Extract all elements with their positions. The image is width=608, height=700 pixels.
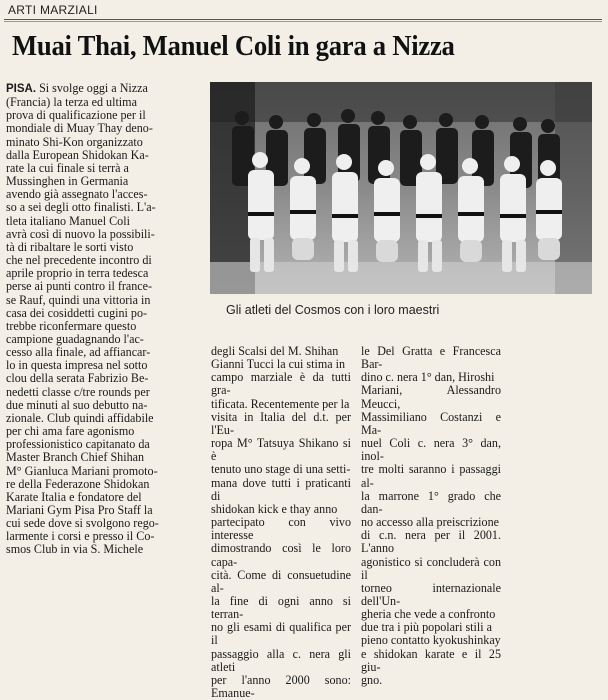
column-line: smos Club in via S. Michele [6,542,144,557]
dateline-place: PISA. [6,83,37,95]
column-line: zionale. Club quindi affidabile [6,410,154,425]
column-line: so a sei degli otto finalisti. L'a- [6,200,156,215]
column-line: Mariani, Alessandro Meucci, [361,383,501,411]
column-line: mondiale di Muay Thay deno- [6,121,153,136]
column-line: casa dei cosiddetti cugini po- [6,305,148,320]
group-photo-image [210,82,592,294]
column-line: trebbe riconfermare questo [6,318,137,333]
column-line: tà di ribaltare le sorti visto [6,239,134,254]
column-line: due tra i più popolari stili a [361,620,492,635]
column-line: tenuto uno stage di una setti- [211,462,351,477]
photo-caption: Gli atleti del Cosmos con i loro maestri [226,303,440,317]
column-line: shidokan kick e thay anno [211,501,338,516]
column-line: campo marziale è da tutti gra- [211,370,351,398]
column-line: Karate Italia e fondatore del [6,489,142,504]
column-line: (Francia) la terza ed ultima [6,95,137,110]
article-column-3 [361,345,501,687]
column-line: M° Gianluca Mariani promoto- [6,463,158,478]
column-line: se Rauf, quindi una vittoria in [6,292,151,307]
column-line: pieno contatto kyokushinkay [361,633,501,648]
column-line: campione guadagnando l'ac- [6,331,144,346]
column-line: due minuti al suo debutto na- [6,397,148,412]
column-line: nuel Coli c. nera 3° dan, inol- [361,436,501,464]
column-line: dimostrando così le loro capa- [211,541,351,569]
column-line: Mariani Gym Pisa Pro Staff la [6,503,153,517]
column-line: Massimiliano Costanzi e Ma- [361,409,501,437]
column-line: gno. [361,672,383,687]
column-line: degli Scalsi del M. Shihan [211,344,339,358]
headline: Muai Thai, Manuel Coli in gara a Nizza [12,30,455,62]
column-line: clou della serata Fabrizio Be- [6,371,149,386]
group-photo [210,82,592,294]
column-line: agonistico si concluderà con il [361,554,501,582]
dateline-text: Si svolge oggi a Nizza [36,81,148,95]
column-line: visita in Italia del d.t. per l'Eu- [211,409,351,437]
column-line: rate la cui finale si terrà a [6,160,129,175]
column-line: che nel precedente incontro di [6,253,152,268]
column-line: mana dove tutti i praticanti di [211,475,351,503]
column-line: minato Shi-Kon organizzato [6,134,143,149]
column-line: prova di qualificazione per il [6,108,146,123]
column-line: le Del Gratta e Francesca Bar- [361,344,501,372]
column-line: no gli esami di qualifica per il [211,620,351,648]
column-line: e shidokan karate e il 25 giu- [361,646,501,674]
column-line: tleta italiano Manuel Coli [6,213,130,228]
column-line: cesso alla finale, ad affiancar- [6,345,151,360]
column-line: nedetti classe c/tre rounds per [6,384,150,399]
section-label: ARTI MARZIALI [8,3,98,17]
article-column-1 [6,82,202,557]
column-line: professionistico capitanato da [6,437,150,452]
column-line: Gianni Tucci la cui stima in [211,357,346,372]
column-line: torneo internazionale dell'Un- [361,580,501,608]
column-line: cui sede dove si svolgono rego- [6,516,159,531]
column-line: la marrone 1° grado che dan- [361,488,501,516]
column-line: cità. Come di consuetudine al- [211,567,351,595]
column-line: la fine di ogni anno si terran- [211,593,351,622]
column-line: dino c. nera 1° dan, Hiroshi [361,370,495,385]
column-line: ropa M° Tatsuya Shikano si è [211,436,351,464]
column-line: partecipato con vivo interesse [211,515,351,543]
column-line: tre molti saranno i passaggi al- [361,462,501,490]
column-line: tificata. Recentemente per la [211,396,350,411]
column-line: avendo già assegnato l'acces- [6,187,148,202]
column-line [6,82,202,96]
column-line: per chi ama fare agonismo [6,424,135,439]
column-line: perse ai punti contro il france- [6,279,153,294]
column-line: gheria che vede a confronto [361,607,496,622]
column-line: per l'anno 2000 sono: Emanue- [211,672,351,700]
column-line: avrà così di nuovo la possibili- [6,226,155,241]
article-column-2 [211,345,351,700]
column-line: re della Federazone Shidokan [6,476,150,491]
column-line: no accesso alla preiscrizione [361,515,500,530]
column-line: dalla European Shidokan Ka- [6,147,149,162]
column-line: larmente i corsi e presso il Co- [6,529,155,544]
column-line: passaggio alla c. nera gli atleti [211,646,351,674]
column-line: Master Branch Chief Shihan [6,450,145,465]
column-line: aprile proprio in terra tedesca [6,266,149,281]
column-line: Mussinghen in Germania [6,174,129,189]
column-line: lo in questa impresa nel sotto [6,358,148,373]
column-line: di c.n. nera per il 2001. L'anno [361,528,501,556]
section-rule [4,19,602,20]
section-rule-secondary [4,21,602,22]
